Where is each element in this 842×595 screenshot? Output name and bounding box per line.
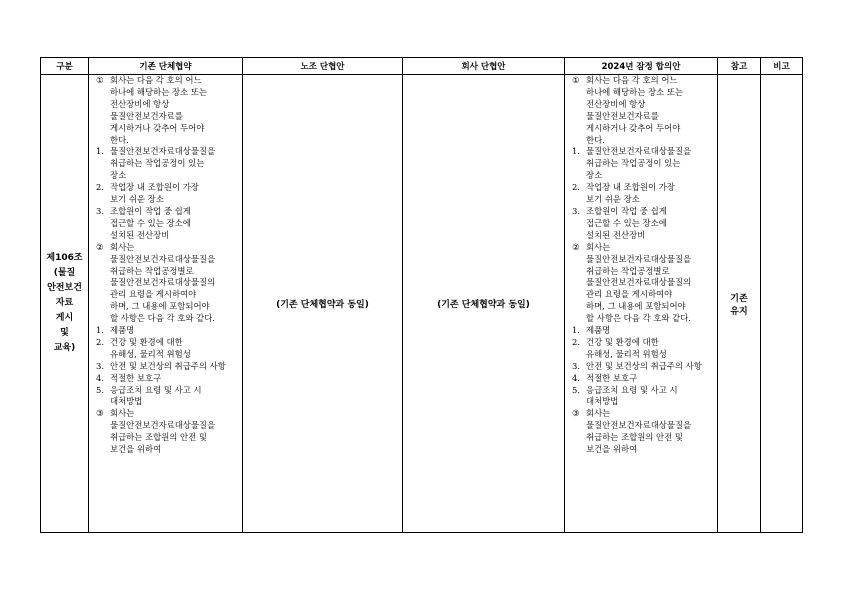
clause-line [96, 182, 242, 194]
clause-line [96, 230, 242, 242]
clause-text: 물질안전보건자료대상물질을 [110, 420, 216, 431]
clause-marker: ① [572, 75, 580, 85]
clause-marker: 3. [96, 205, 104, 216]
clause-line [96, 75, 242, 87]
clause-line [96, 337, 242, 349]
clause-line [96, 158, 242, 170]
clause-line [572, 349, 717, 361]
company-proposal-cell: (기존 단체협약과 동일) [403, 75, 565, 533]
clause-marker [96, 432, 110, 444]
clause-line [572, 313, 717, 325]
clause-text: 회사는 다음 각 호의 어느 [586, 75, 678, 85]
article-title-line: 교육) [53, 343, 76, 353]
clause-line [96, 301, 242, 313]
clause-text: 하나에 해당하는 장소 또는 [110, 86, 207, 97]
agreement-clause-list [565, 75, 717, 456]
clause-line [96, 266, 242, 278]
clause-marker: 2. [572, 182, 580, 193]
clause-line [572, 396, 717, 408]
clause-marker: 4. [96, 372, 104, 383]
clause-text: 하나에 해당하는 장소 또는 [586, 86, 683, 97]
clause-line [96, 361, 242, 373]
clause-text: 물질안전보건자료대상물질을 [110, 253, 216, 264]
clause-line [96, 373, 242, 385]
clause-marker [572, 230, 586, 242]
clause-marker [572, 301, 586, 313]
clause-text: 취급하는 작업공정이 있는 [110, 158, 205, 169]
tentative-agreement-cell [565, 75, 718, 533]
clause-marker [572, 396, 586, 408]
clause-text: 회사는 [110, 408, 135, 419]
article-title-cell [41, 75, 89, 533]
clause-line [96, 87, 242, 99]
clause-line [96, 99, 242, 111]
clause-marker [96, 289, 110, 301]
clause-text: 물질안전보건자료대상물질을 [110, 146, 216, 157]
clause-marker [572, 135, 586, 147]
header-reference: 참고 [718, 58, 761, 75]
clause-text: 건강 및 환경에 대한 [586, 336, 659, 347]
clause-marker [96, 396, 110, 408]
clause-line [572, 87, 717, 99]
article-title-line: 및 [60, 328, 69, 338]
clause-line [96, 432, 242, 444]
union-proposal-cell: (기존 단체협약과 동일) [243, 75, 403, 533]
clause-line [572, 277, 717, 289]
clause-line [572, 170, 717, 182]
clause-line [96, 135, 242, 147]
clause-marker [96, 230, 110, 242]
clause-text: 물질안전보건자료대상물질의 [586, 277, 692, 288]
clause-marker: 4. [572, 372, 580, 383]
header-remarks: 비고 [761, 58, 803, 75]
clause-marker [572, 289, 586, 301]
clause-line [572, 123, 717, 135]
article-title-line: 제106조 [46, 253, 83, 263]
clause-marker [96, 158, 110, 170]
clause-marker [572, 432, 586, 444]
clause-text: 조합원이 작업 중 쉽게 [586, 205, 667, 216]
clause-line [96, 408, 242, 420]
clause-text: 전산장비에 항상 [110, 98, 170, 109]
clause-text: 제품명 [110, 325, 135, 336]
clause-marker [572, 87, 586, 99]
clause-text: 관리 요령을 게시하여야 [586, 289, 673, 300]
clause-text: 설치된 전산장비 [110, 229, 170, 240]
clause-marker [572, 194, 586, 206]
clause-text: 적절한 보호구 [586, 372, 638, 383]
header-existing-agreement: 기존 단체협약 [89, 58, 243, 75]
clause-line [96, 111, 242, 123]
clause-marker: 2. [572, 336, 580, 347]
clause-marker [96, 301, 110, 313]
clause-text: 적절한 보호구 [110, 372, 162, 383]
article-row [41, 75, 803, 533]
clause-marker [96, 218, 110, 230]
clause-marker: 3. [572, 360, 580, 371]
clause-line [572, 99, 717, 111]
clause-text: 전산장비에 항상 [586, 98, 646, 109]
clause-text: 장소 [586, 170, 603, 181]
reference-line: 기존 [730, 293, 748, 304]
clause-text: 하며, 그 내용에 포함되어야 [110, 301, 210, 312]
clause-text: 보건을 위하여 [110, 444, 162, 455]
clause-text: 설치된 전산장비 [586, 229, 646, 240]
clause-text: 보건을 위하여 [586, 444, 638, 455]
clause-marker [572, 254, 586, 266]
header-row [41, 58, 803, 75]
clause-text: 관리 요령을 게시하여야 [110, 289, 197, 300]
article-title-line: 자료 [55, 298, 74, 308]
clause-text: 취급하는 작업공정이 있는 [586, 158, 681, 169]
clause-text: 취급하는 조합원의 안전 및 [110, 432, 207, 443]
clause-line [572, 361, 717, 373]
article-title-line: 게시 [55, 313, 74, 323]
clause-line [96, 313, 242, 325]
clause-marker [572, 313, 586, 325]
clause-text: 접근할 수 있는 장소에 [586, 217, 667, 228]
clause-text: 작업장 내 조합원이 가장 [586, 182, 675, 193]
clause-line [572, 194, 717, 206]
clause-text: 건강 및 환경에 대한 [110, 336, 183, 347]
clause-line [572, 242, 717, 254]
clause-text: 접근할 수 있는 장소에 [110, 217, 191, 228]
clause-text: 물질안전보건자료를 [586, 110, 659, 121]
clause-marker: 1. [572, 146, 580, 157]
clause-line [96, 420, 242, 432]
clause-marker [96, 135, 110, 147]
clause-marker [96, 266, 110, 278]
clause-line [572, 408, 717, 420]
clause-line [96, 289, 242, 301]
clause-marker [572, 218, 586, 230]
agreement-comparison-table [40, 57, 803, 533]
clause-line [96, 242, 242, 254]
clause-text: 보기 쉬운 장소 [110, 194, 164, 205]
clause-marker [572, 158, 586, 170]
clause-line [96, 396, 242, 408]
clause-marker [96, 349, 110, 361]
clause-marker [96, 111, 110, 123]
clause-line [96, 385, 242, 397]
clause-text: 게시하거나 갖추어 두어야 [110, 122, 205, 133]
clause-text: 할 사항은 다음 각 호와 같다. [586, 313, 691, 324]
clause-line [96, 218, 242, 230]
clause-line [96, 123, 242, 135]
clause-marker [96, 313, 110, 325]
header-company-proposal: 회사 단협안 [403, 58, 565, 75]
clause-line [572, 420, 717, 432]
clause-marker: 5. [572, 384, 580, 395]
clause-marker [572, 444, 586, 456]
clause-line [572, 385, 717, 397]
clause-text: 유해성, 물리적 위험성 [110, 348, 191, 359]
clause-line [572, 158, 717, 170]
clause-text: 안전 및 보건상의 취급주의 사항 [586, 360, 702, 371]
clause-text: 물질안전보건자료대상물질을 [586, 420, 692, 431]
clause-text: 대처방법 [110, 396, 143, 407]
clause-marker: ③ [572, 408, 580, 419]
clause-text: 안전 및 보건상의 취급주의 사항 [110, 360, 226, 371]
clause-line [96, 444, 242, 456]
clause-marker [572, 349, 586, 361]
clause-line [96, 254, 242, 266]
clause-marker: 5. [96, 384, 104, 395]
clause-line [572, 230, 717, 242]
clause-marker [572, 266, 586, 278]
clause-marker: ③ [96, 408, 104, 419]
clause-line [572, 254, 717, 266]
clause-text: 한다. [110, 134, 129, 145]
clause-line [96, 206, 242, 218]
clause-line [572, 301, 717, 313]
clause-text: 보기 쉬운 장소 [586, 194, 640, 205]
clause-marker [96, 277, 110, 289]
clause-line [572, 111, 717, 123]
header-category: 구분 [41, 58, 89, 75]
clause-text: 응급조치 요령 및 사고 시 [586, 384, 678, 395]
clause-line [572, 325, 717, 337]
clause-text: 회사는 [110, 241, 135, 252]
clause-marker: 3. [572, 205, 580, 216]
clause-marker: ① [96, 75, 104, 85]
clause-marker: 1. [572, 325, 580, 336]
clause-marker: 1. [96, 146, 104, 157]
clause-text: 하며, 그 내용에 포함되어야 [586, 301, 686, 312]
clause-marker [572, 420, 586, 432]
clause-marker: ② [572, 241, 580, 252]
clause-text: 대처방법 [586, 396, 619, 407]
clause-line [572, 289, 717, 301]
clause-text: 유해성, 물리적 위험성 [586, 348, 667, 359]
clause-marker: ② [96, 241, 104, 252]
clause-marker [96, 194, 110, 206]
clause-text: 작업장 내 조합원이 가장 [110, 182, 199, 193]
clause-marker [96, 87, 110, 99]
clause-line [572, 218, 717, 230]
reference-line: 유지 [730, 306, 748, 317]
clause-text: 회사는 [586, 241, 611, 252]
clause-text: 조합원이 작업 중 쉽게 [110, 205, 191, 216]
clause-marker: 3. [96, 360, 104, 371]
clause-marker: 2. [96, 336, 104, 347]
clause-line [572, 266, 717, 278]
clause-line [572, 206, 717, 218]
clause-marker [96, 254, 110, 266]
clause-text: 물질안전보건자료대상물질의 [110, 277, 216, 288]
clause-marker [572, 170, 586, 182]
clause-marker: 2. [96, 182, 104, 193]
clause-line [96, 325, 242, 337]
clause-marker [96, 444, 110, 456]
clause-line [572, 182, 717, 194]
clause-text: 취급하는 작업공정별로 [110, 265, 194, 276]
clause-text: 취급하는 작업공정별로 [586, 265, 670, 276]
clause-text: 장소 [110, 170, 127, 181]
clause-marker [96, 123, 110, 135]
reference-cell [718, 75, 761, 533]
article-title-line: 안전보건 [47, 283, 82, 293]
clause-line [96, 349, 242, 361]
clause-text: 할 사항은 다음 각 호와 같다. [110, 313, 215, 324]
clause-line [572, 444, 717, 456]
existing-agreement-cell [89, 75, 243, 533]
clause-text: 한다. [586, 134, 605, 145]
clause-text: 응급조치 요령 및 사고 시 [110, 384, 202, 395]
clause-line [572, 432, 717, 444]
clause-marker [572, 111, 586, 123]
remarks-cell [761, 75, 803, 533]
clause-line [96, 194, 242, 206]
clause-text: 회사는 다음 각 호의 어느 [110, 75, 202, 85]
clause-line [96, 170, 242, 182]
clause-line [572, 146, 717, 158]
clause-line [572, 337, 717, 349]
clause-text: 게시하거나 갖추어 두어야 [586, 122, 681, 133]
clause-text: 제품명 [586, 325, 611, 336]
article-title-line: (물질 [53, 268, 76, 278]
header-union-proposal: 노조 단협안 [243, 58, 403, 75]
clause-line [572, 373, 717, 385]
clause-marker [572, 123, 586, 135]
clause-line [572, 135, 717, 147]
clause-text: 물질안전보건자료대상물질을 [586, 253, 692, 264]
header-tentative-agreement: 2024년 잠정 합의안 [565, 58, 718, 75]
clause-text: 물질안전보건자료를 [110, 110, 183, 121]
clause-text: 취급하는 조합원의 안전 및 [586, 432, 683, 443]
clause-line [96, 146, 242, 158]
clause-marker [96, 420, 110, 432]
clause-marker: 1. [96, 325, 104, 336]
clause-line [96, 277, 242, 289]
existing-clause-list [89, 75, 242, 456]
clause-marker [96, 170, 110, 182]
clause-marker [572, 99, 586, 111]
clause-marker [96, 99, 110, 111]
clause-text: 회사는 [586, 408, 611, 419]
clause-line [572, 75, 717, 87]
clause-text: 물질안전보건자료대상물질을 [586, 146, 692, 157]
clause-marker [572, 277, 586, 289]
